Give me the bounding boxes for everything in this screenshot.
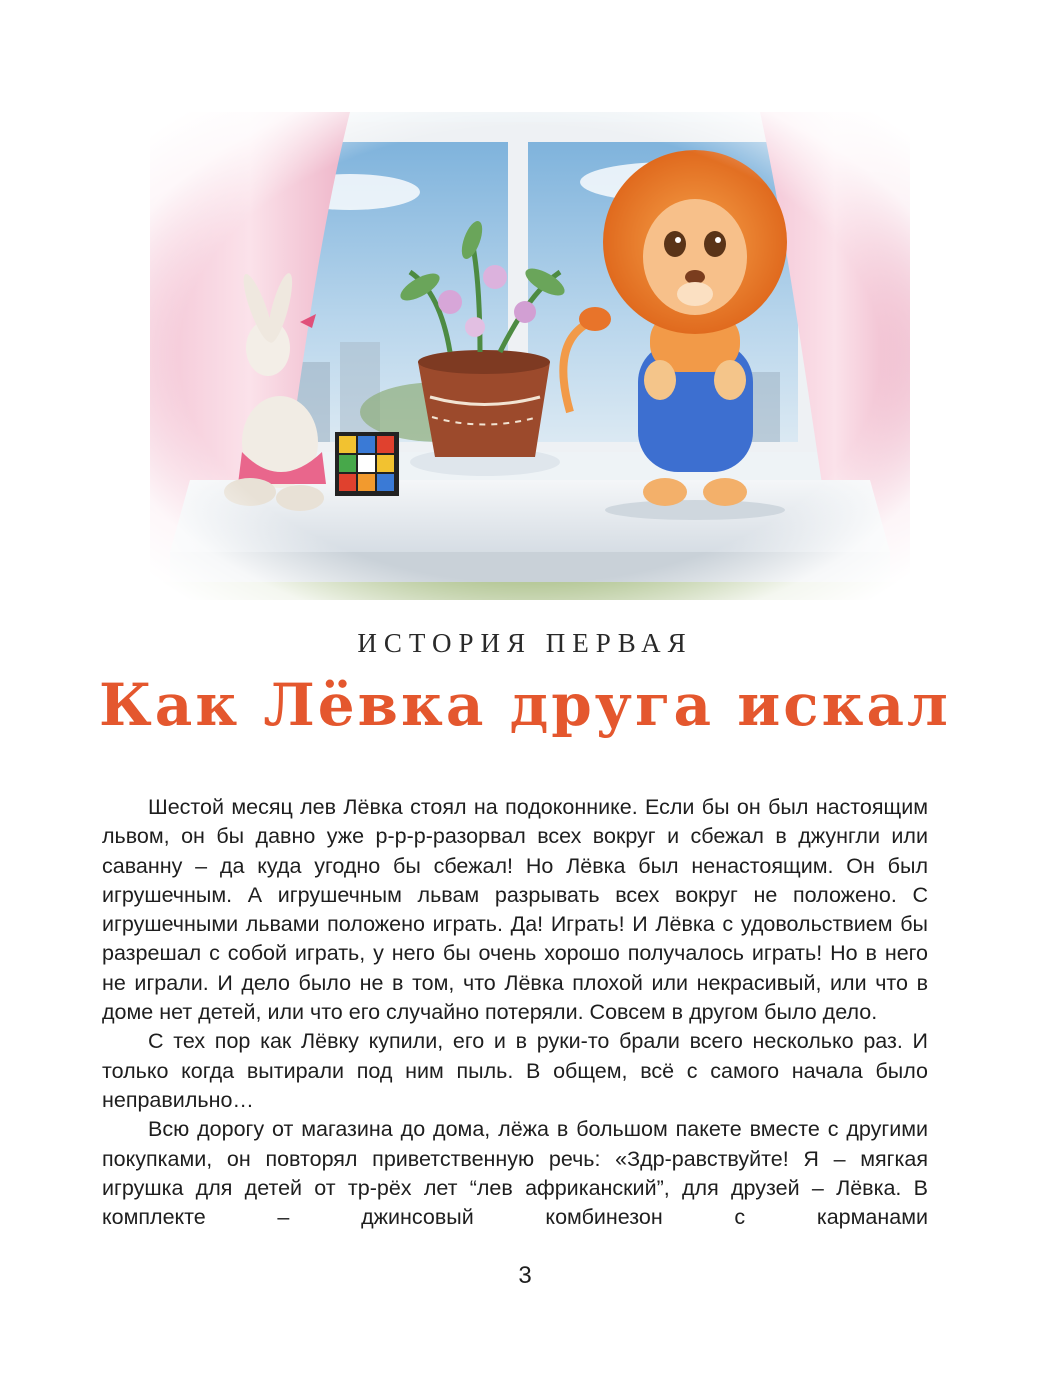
illustration-lion-on-windowsill (150, 112, 910, 600)
paragraph: С тех пор как Лёвку купили, его и в руки-то брали всего несколько раз. И только когда вытирали под ним пыль. В общем, всё с самого начала было неправильно… (102, 1029, 928, 1112)
chapter-label: ИСТОРИЯ ПЕРВАЯ (357, 628, 693, 658)
chapter-title: Как Лёвка друга искал (99, 671, 951, 739)
story-text (102, 793, 928, 1232)
paragraph: Всю дорогу от магазина до дома, лёжа в большом пакете вместе с другими покупками, он повторял приветственную речь: «Здр-равствуйте! Я – мягкая игрушка для детей от тр-рёх лет “лев африканский”, для друзей – Лёвка. В комплекте – джинсовый комбинезон с карманами (102, 1117, 928, 1230)
paragraph: Шестой месяц лев Лёвка стоял на подоконнике. Если бы он был настоящим львом, он бы давно уже р-р-р-разорвал всех вокруг и сбежал в джунгли или саванну – да куда угодно бы сбежал! Но Лёвка был ненастоящим. Он был игрушечным. А игрушечным львам разрывать всех вокруг не положено. С игрушечными львами положено играть. Да! Играть! И Лёвка с удовольствием бы разрешал с собой играть, у него бы очень хорошо получалось играть! Но в него не играли. И дело было не в том, что Лёвка плохой или некрасивый, или что в доме нет детей, или что его случайно потеряли. Совсем в другом было дело. (102, 795, 928, 1025)
page-number: 3 (518, 1262, 532, 1289)
